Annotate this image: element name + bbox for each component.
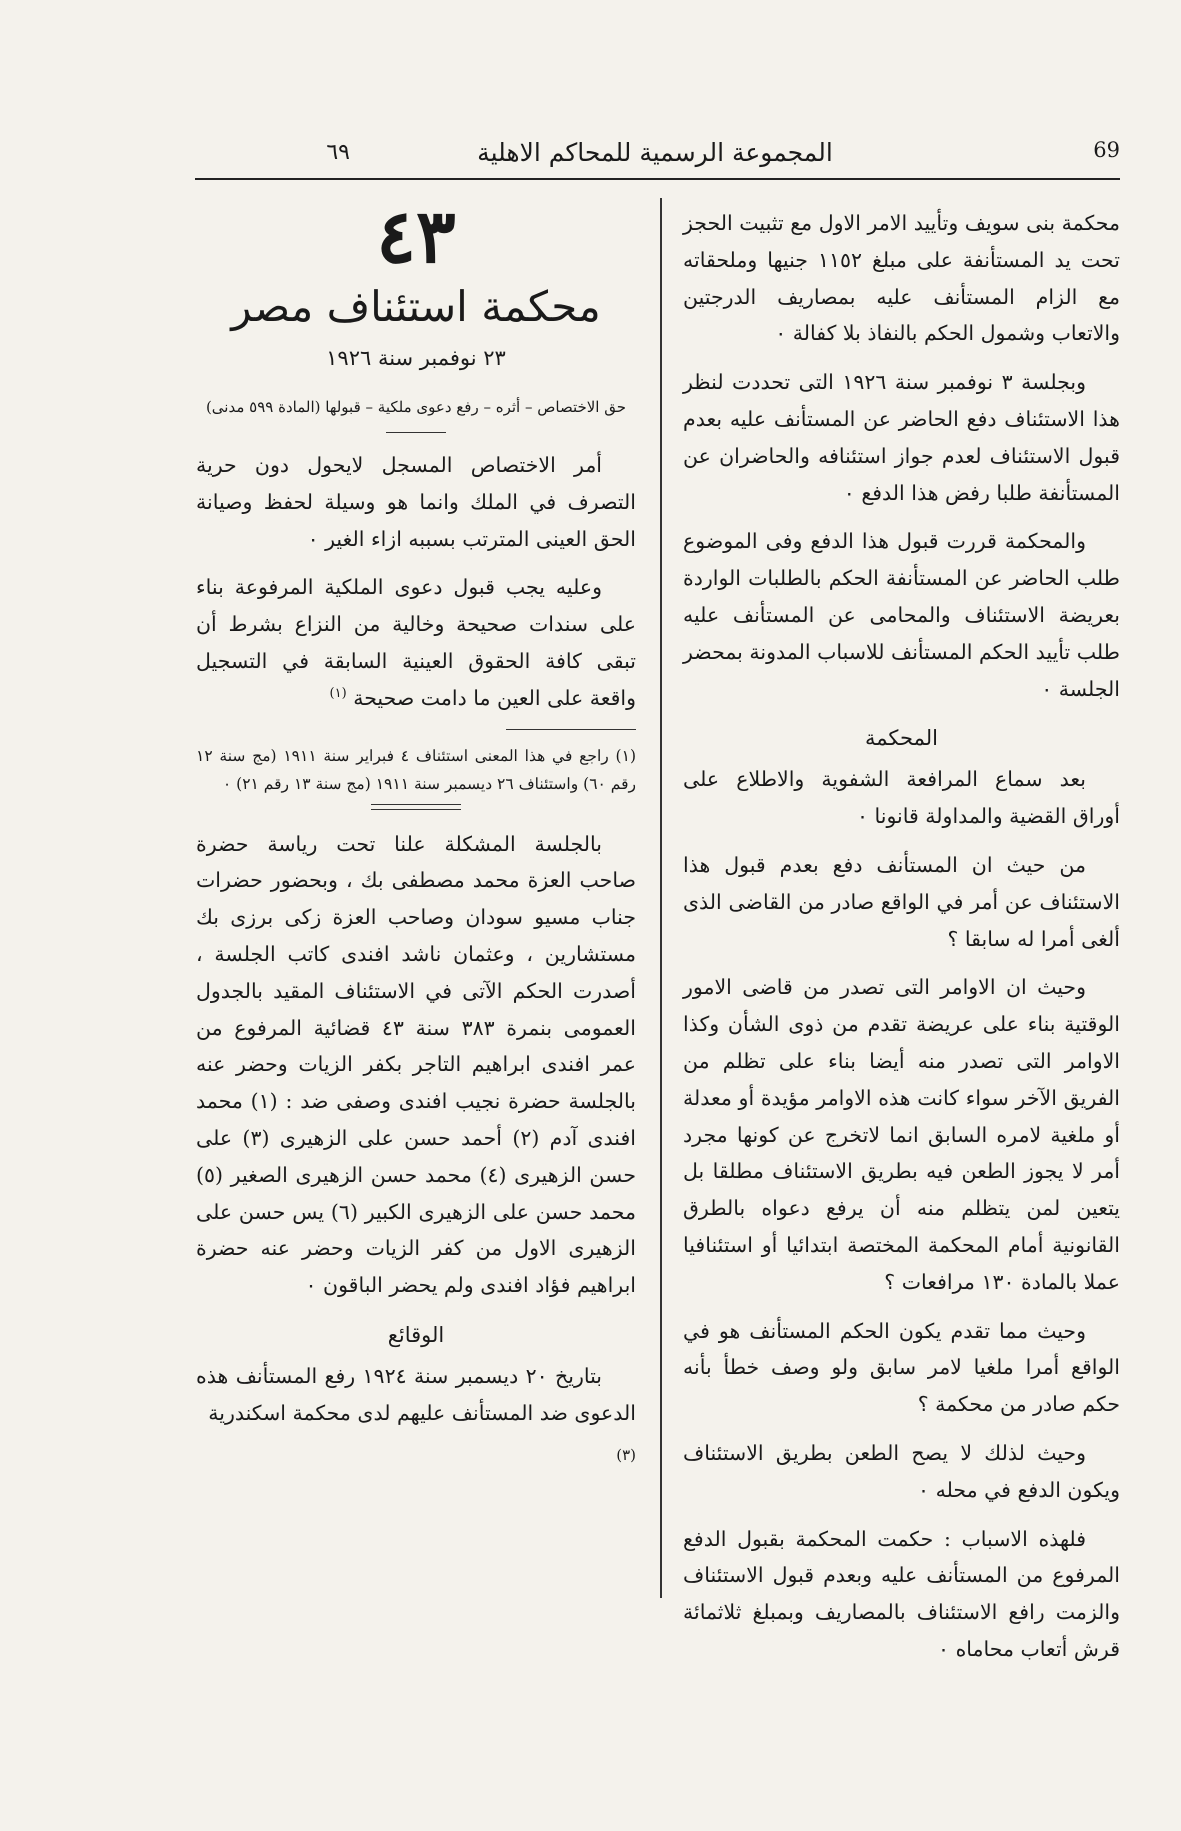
page-number-arabic: ٦٩ [326, 140, 350, 165]
court-name: محكمة استئناف مصر [231, 282, 601, 331]
reasoning-paragraph-4: وحيث مما تقدم يكون الحكم المستأنف هو في الواقع أمرا ملغيا لامر سابق ولو وصف خطأ بأنه حكم صادر من محكمة ؟ [683, 1318, 1120, 1417]
footnote-mark: (١) [329, 685, 347, 701]
session-paragraph-right: وبجلسة ٣ نوفمبر سنة ١٩٢٦ التى تحددت لنظر هذا الاستئناف دفع الحاضر عن المستأنف عليه بعدم قبول الاستئناف لعدم جواز استئنافه والحاضران عن المستأنفة طلبا رفض هذا الدفع ٠ [683, 370, 1120, 505]
left-column [196, 196, 636, 1466]
headnote-paragraph-2-text: وعليه يجب قبول دعوى الملكية المرفوعة بناء على سندات صحيحة وخالية من النزاع بشرط أن تبقى كافة الحقوق العينية السابقة في التسجيل واقعة على العين ما دامت صحيحة [196, 575, 636, 710]
signature-marker: (٣) [616, 1445, 636, 1464]
court-heading: المحكمة [865, 726, 938, 751]
reasoning-paragraph-2: من حيث ان المستأنف دفع بعدم قبول هذا الاستئناف عن أمر في الواقع صادر من القاضى الذى ألغى أمرا له سابقا ؟ [683, 852, 1120, 951]
footnote-rule [506, 729, 636, 730]
footnote: (١) راجع في هذا المعنى استئناف ٤ فبراير سنة ١٩١١ (مج سنة ١٢ رقم ٦٠) واستئناف ٢٦ ديسمبر سنة ١٩١١ (مج سنة ١٣ رقم ٢١) ٠ [196, 746, 636, 793]
case-subject: حق الاختصاص – أثره – رفع دعوى ملكية – قبولها (المادة ٥٩٩ مدنى) [205, 398, 627, 416]
reasoning-paragraph-3: وحيث ان الاوامر التى تصدر من قاضى الامور الوقتية بناء على عريضة تقدم من ذوى الشأن وكذا الاوامر التى تصدر منه أيضا بناء على تظلم من الفريق الآخر سواء كانت هذه الاوامر مؤيدة أو معدلة أو ملغية لامره السابق انما لاتخرج عن كونها مجرد أمر لا يجوز الطعن فيه بطريق الاستئناف مطلقا بل يتعين لمن يتظلم منه أن يرفع دعواه بالطرق القانونية أمام المحكمة المختصة ابتدائيا أو استئنافيا عملا بالمادة ١٣٠ مرافعات ؟ [683, 975, 1120, 1294]
separator-rule [386, 432, 446, 433]
case-number: ٤٣ [376, 194, 456, 280]
headnote-paragraph-1: أمر الاختصاص المسجل لايحول دون حرية التصرف في الملك وانما هو وسيلة لحفظ وصيانة الحق العينى المترتب بسببه ازاء الغير ٠ [196, 453, 636, 551]
continued-paragraph: محكمة بنى سويف وتأييد الامر الاول مع تثبيت الحجز تحت يد المستأنفة على مبلغ ١١٥٢ جنيها وملحقاته مع الزام المستأنف عليه بمصاريف الدرجتين والاتعاب وشمول الحكم بالنفاذ بلا كفالة ٠ [683, 211, 1120, 346]
facts-paragraph: بتاريخ ٢٠ ديسمبر سنة ١٩٢٤ رفع المستأنف هذه الدعوى ضد المستأنف عليهم لدى محكمة اسكندرية [196, 1363, 636, 1425]
headnote-paragraph-2 [196, 569, 636, 716]
court-decision-paragraph: والمحكمة قررت قبول هذا الدفع وفى الموضوع طلب الحاضر عن المستأنفة الحكم بالطلبات الواردة بعريضة الاستئناف والمحامى عن المستأنف عليه طلب تأييد الحكم المستأنف للاسباب المدونة بمحضر الجلسة ٠ [683, 529, 1120, 701]
reasoning-paragraph-5: وحيث لذلك لا يصح الطعن بطريق الاستئناف ويكون الدفع في محله ٠ [683, 1440, 1120, 1502]
reasoning-paragraph-1: بعد سماع المرافعة الشفوية والاطلاع على أوراق القضية والمداولة قانونا ٠ [683, 767, 1120, 829]
page-header [190, 138, 1120, 178]
running-title: المجموعة الرسمية للمحاكم الاهلية [477, 138, 833, 167]
session-paragraph: بالجلسة المشكلة علنا تحت رياسة حضرة صاحب العزة محمد مصطفى بك ، وبحضور حضرات جناب مسيو سودان وصاحب العزة زكى برزى بك مستشارين ، وعثمان ناشد افندى كاتب الجلسة ، أصدرت الحكم الآتى في الاستئناف المقيد بالجدول العمومى بنمرة ٣٨٣ سنة ٤٣ قضائية المرفوع من عمر افندى ابراهيم التاجر بكفر الزيات وحضر عنه بالجلسة حضرة نجيب افندى وصفى ضد : (١) محمد افندى آدم (٢) أحمد حسن على الزهيرى (٣) على حسن الزهيرى (٤) محمد حسن الزهيرى الصغير (٥) محمد حسن على الزهيرى الكبير (٦) يس حسن على الزهيرى الاول من كفر الزيات وحضر عنه حضرة ابراهيم فؤاد افندى ولم يحضر الباقون ٠ [196, 831, 637, 1298]
right-column [683, 205, 1120, 1680]
column-divider [660, 198, 662, 1598]
double-rule [371, 804, 461, 810]
header-rule [195, 178, 1120, 180]
ruling-paragraph: فلهذه الاسباب : حكمت المحكمة بقبول الدفع المرفوع من المستأنف عليه وبعدم قبول الاستئناف والزمت رافع الاستئناف بالمصاريف وبمبلغ ثلاثمائة قرش أتعاب محاماه ٠ [683, 1526, 1120, 1661]
judgment-date: ٢٣ نوفمبر سنة ١٩٢٦ [326, 346, 506, 370]
facts-heading: الوقائع [387, 1322, 445, 1347]
page-number-latin: 69 [1093, 138, 1120, 162]
